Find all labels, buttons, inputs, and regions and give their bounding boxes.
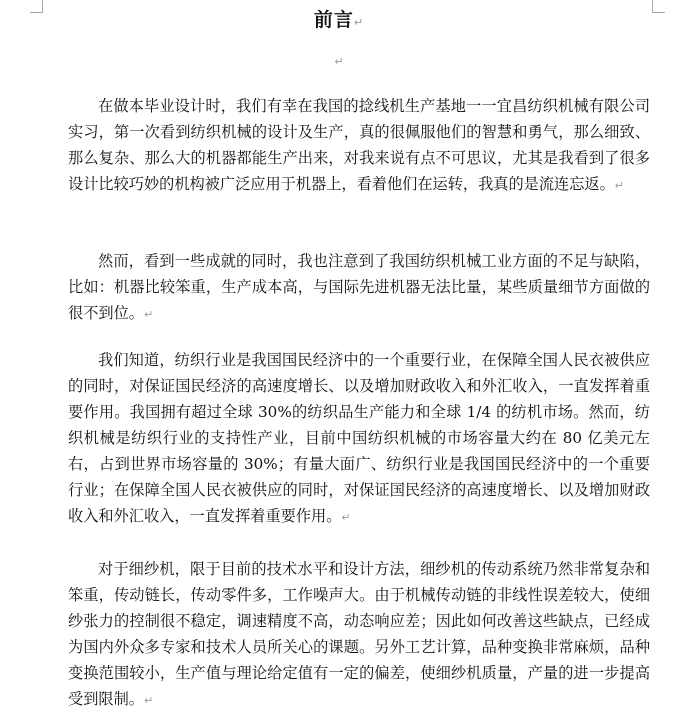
body-paragraph-3[interactable]: [68, 347, 650, 531]
empty-paragraph[interactable]: [0, 50, 678, 72]
body-paragraph-4[interactable]: [68, 556, 650, 714]
paragraph-mark-icon: ↵: [143, 308, 154, 321]
paragraph-mark-icon: ↵: [614, 179, 624, 192]
document-title[interactable]: [0, 6, 678, 37]
title-text: 前言: [313, 9, 354, 31]
paragraph-mark-icon: ↵: [353, 16, 365, 29]
paragraph-text: 然而，看到一些成就的同时，我也注意到了我国纺织机械工业方面的不足与缺陷，比如：机器比较笨重，生产成本高，与国际先进机器无法比量，某些质量细节方面做的很不到位。: [68, 252, 650, 322]
paragraph-text: 对于细纱机，限于目前的技术水平和设计方法，细纱机的传动系统乃然非常复杂和笨重，传动链长，传动零件多，工作噪声大。由于机械传动链的非线性误差较大，使细纱张力的控制很不稳定，调速精度不高，动态响应差；因此如何改善这些缺点，已经成为国内外众多专家和技术人员所关心的课题。另外工艺计算，品种变换非常麻烦，品种变换范围较小，生产值与理论给定值有一定的偏差，使细纱机质量，产量的进一步提高受到限制。: [68, 560, 650, 708]
paragraph-text: 在做本毕业设计时，我们有幸在我国的捻线机生产基地一一宜昌纺织机械有限公司实习，第一次看到纺织机械的设计及生产，真的很佩服他们的智慧和勇气，那么细致、那么复杂、那么大的机器都能生产出来，对我来说有点不可思议，尤其是我看到了很多设计比较巧妙的机构被广泛应用于机器上，看着他们在运转，我真的是流连忘返。: [68, 97, 650, 193]
body-paragraph-2[interactable]: [68, 248, 650, 328]
body-paragraph-1[interactable]: [68, 93, 650, 199]
paragraph-mark-icon: ↵: [334, 55, 344, 68]
paragraph-text: 我们知道，纺织行业是我国国民经济中的一个重要行业，在保障全国人民衣被供应的同时，对保证国民经济的高速度增长、以及增加财政收入和外汇收入，一直发挥着重要作用。我国拥有超过全球 30%的纺织品生产能力和全球 1/4 的纺机市场。然而，纺织机械是纺织行业的支持性产业，目前中国纺织机械的市场容量大约在 80 亿美元左右，占到世界市场容量的 30%；有量大面广、纺织行业是我国国民经济中的一个重要行业；在保障全国人民衣被供应的同时，对保证国民经济的高速度增长、以及增加财政收入和外汇收入，一直发挥着重要作用。: [68, 351, 650, 525]
paragraph-mark-icon: ↵: [143, 694, 154, 707]
paragraph-mark-icon: ↵: [341, 511, 351, 524]
